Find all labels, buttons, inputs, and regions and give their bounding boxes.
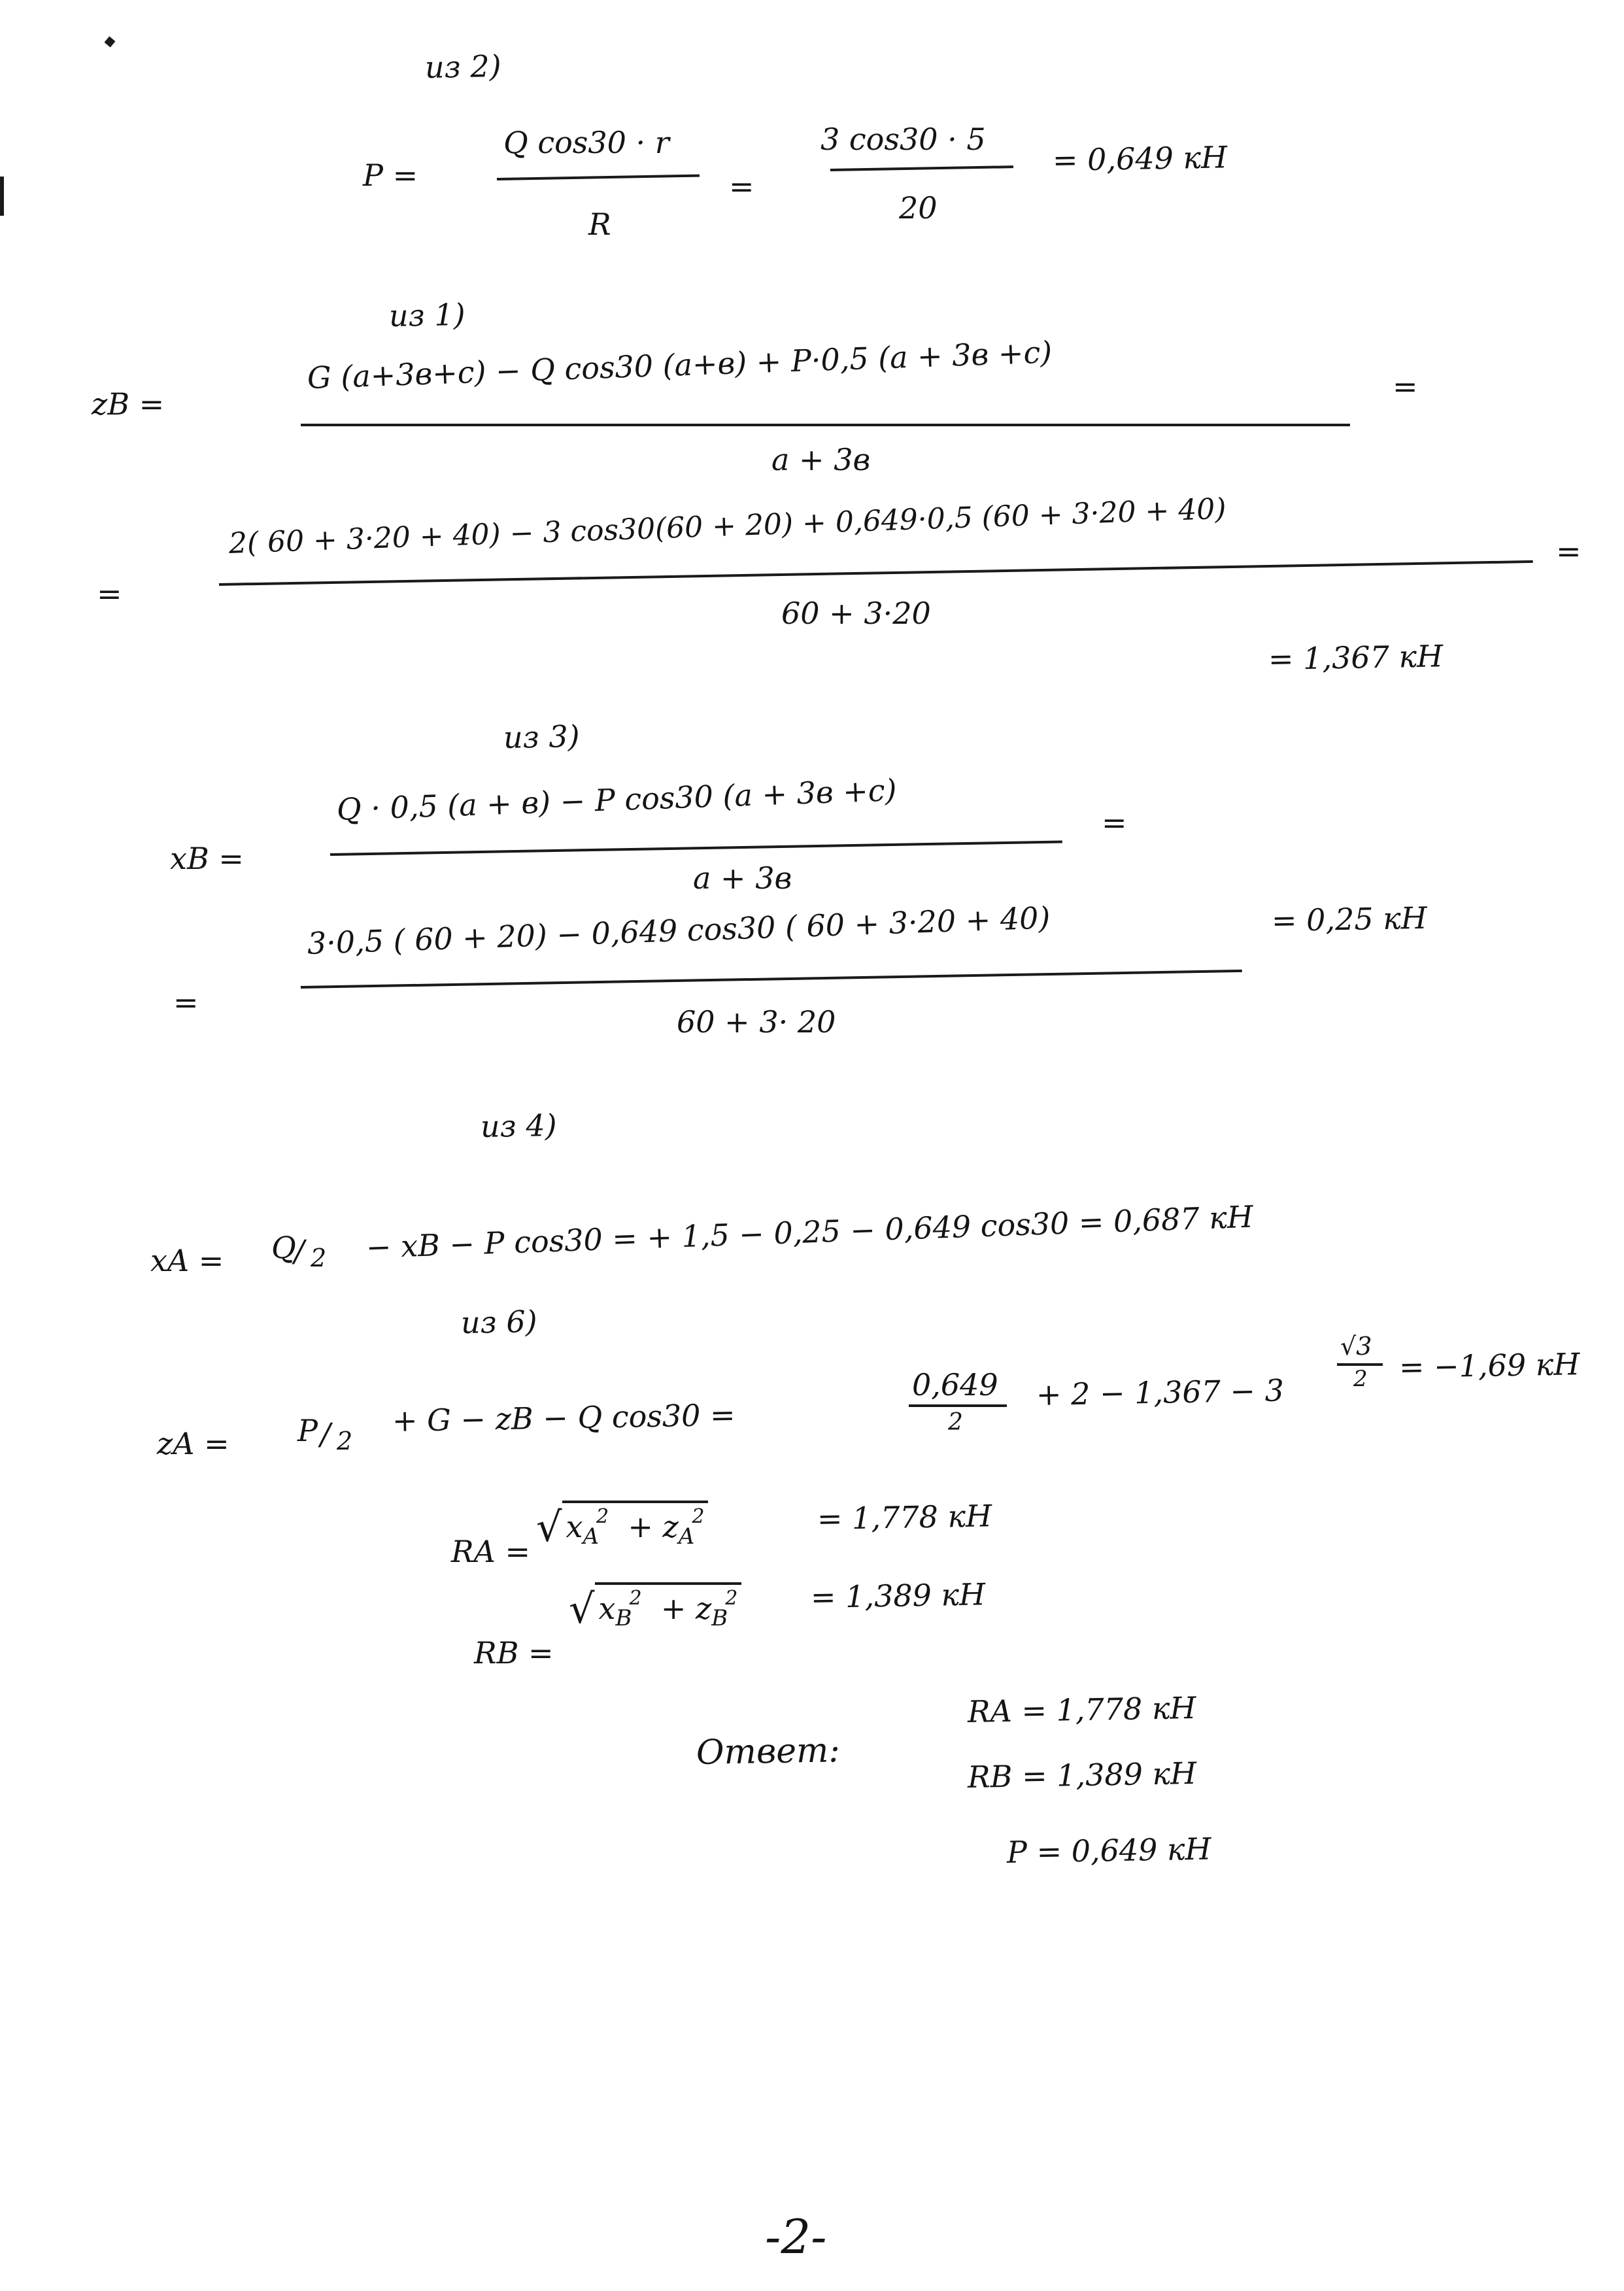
note-from-1: из 1) xyxy=(388,296,466,333)
p-denominator-2: 20 xyxy=(899,190,938,226)
note-from-2: из 2) xyxy=(424,48,502,85)
ra-lhs: RA = xyxy=(451,1534,531,1569)
zb-equals-2: = xyxy=(1556,534,1582,569)
xa-lhs: xA = xyxy=(150,1243,224,1278)
za-frac-den: 2 xyxy=(337,1427,353,1455)
scan-edge-mark xyxy=(0,177,4,216)
xb-fraction-line-1 xyxy=(330,840,1062,856)
xb-equals-1: = xyxy=(1102,805,1127,840)
xb-fraction-line-2 xyxy=(301,970,1242,989)
xb-lead-equals-2: = xyxy=(173,985,199,1020)
za-frac-slash: / xyxy=(320,1416,331,1451)
rb-value: = 1,389 кН xyxy=(810,1576,986,1615)
za-frac3-num: √3 xyxy=(1340,1332,1372,1361)
za-frac2-num: 0,649 xyxy=(912,1367,998,1402)
xb-numerator-2: 3·0,5 ( 60 + 20) − 0,649 cos30 ( 60 + 3·20 + 40) xyxy=(307,900,1051,961)
p-denominator-1: R xyxy=(588,207,611,242)
p-numerator-1: Q cos30 · r xyxy=(503,125,669,160)
xb-lhs: xB = xyxy=(170,841,244,876)
note-from-6: из 6) xyxy=(460,1303,538,1340)
answer-label: Ответ: xyxy=(696,1731,841,1773)
p-fraction-line-2 xyxy=(830,165,1013,171)
zb-fraction-line-1 xyxy=(301,424,1350,426)
zb-denominator-1: a + 3в xyxy=(771,442,871,477)
rb-lhs: RB = xyxy=(474,1635,554,1671)
za-middle: + 2 − 1,367 − 3 xyxy=(1036,1372,1285,1412)
xb-denominator-1: a + 3в xyxy=(693,860,792,896)
ra-radical: √ $x_A^2 + z_A^2$ xyxy=(536,1501,708,1548)
zb-lhs: zB = xyxy=(92,386,165,422)
xb-numerator-1: Q · 0,5 (a + в) − P cos30 (a + 3в +c) xyxy=(336,772,898,827)
za-lhs: zA = xyxy=(157,1426,229,1461)
note-from-4: из 4) xyxy=(480,1107,558,1144)
p-equals-1: = xyxy=(729,169,754,204)
rb-radical: √ $x_B^2 + z_B^2$ xyxy=(569,1582,741,1629)
zb-denominator-2: 60 + 3·20 xyxy=(781,596,931,631)
zb-fraction-line-2 xyxy=(219,560,1533,586)
scan-speck xyxy=(105,37,116,48)
answer-p: P = 0,649 кН xyxy=(1006,1831,1212,1870)
xa-expression: − xB − P cos30 = + 1,5 − 0,25 − 0,649 cos30 = 0,687 кН xyxy=(365,1198,1254,1265)
za-expression: + G − zB − Q cos30 = xyxy=(392,1397,736,1438)
page-number: -2- xyxy=(765,2209,827,2264)
zb-numerator-1: G (a+3в+c) − Q cos30 (a+в) + P·0,5 (a + 3в +c) xyxy=(307,334,1053,396)
p-numerator-2: 3 cos30 · 5 xyxy=(820,122,986,157)
square-root-icon: √ xyxy=(569,1585,595,1633)
xa-frac-slash: / xyxy=(294,1233,305,1268)
xa-frac-den: 2 xyxy=(311,1244,327,1272)
answer-rb: RB = 1,389 кН xyxy=(967,1755,1197,1795)
za-frac2-line xyxy=(909,1404,1007,1407)
za-frac3-den: 2 xyxy=(1353,1366,1368,1392)
p-result: = 0,649 кН xyxy=(1052,139,1228,178)
square-root-icon: √ xyxy=(536,1503,562,1551)
za-result: = −1,69 кН xyxy=(1398,1346,1580,1385)
zb-result: = 1,367 кН xyxy=(1268,638,1444,677)
zb-numerator-2: 2( 60 + 3·20 + 40) − 3 cos30(60 + 20) + 0,649·0,5 (60 + 3·20 + 40) xyxy=(228,492,1227,560)
p-lhs: P = xyxy=(363,158,418,193)
answer-ra: RA = 1,778 кН xyxy=(967,1689,1196,1729)
zb-lead-equals-2: = xyxy=(97,576,122,611)
note-from-3: из 3) xyxy=(503,718,581,755)
za-frac2-den: 2 xyxy=(948,1409,963,1436)
xa-frac-num: Q xyxy=(271,1230,296,1265)
p-fraction-line-1 xyxy=(497,175,700,180)
xb-result: = 0,25 кН xyxy=(1271,900,1428,938)
xb-denominator-2: 60 + 3· 20 xyxy=(677,1004,836,1040)
ra-value: = 1,778 кН xyxy=(817,1498,992,1536)
zb-equals-1: = xyxy=(1393,369,1418,404)
za-frac-num: P xyxy=(297,1413,318,1448)
